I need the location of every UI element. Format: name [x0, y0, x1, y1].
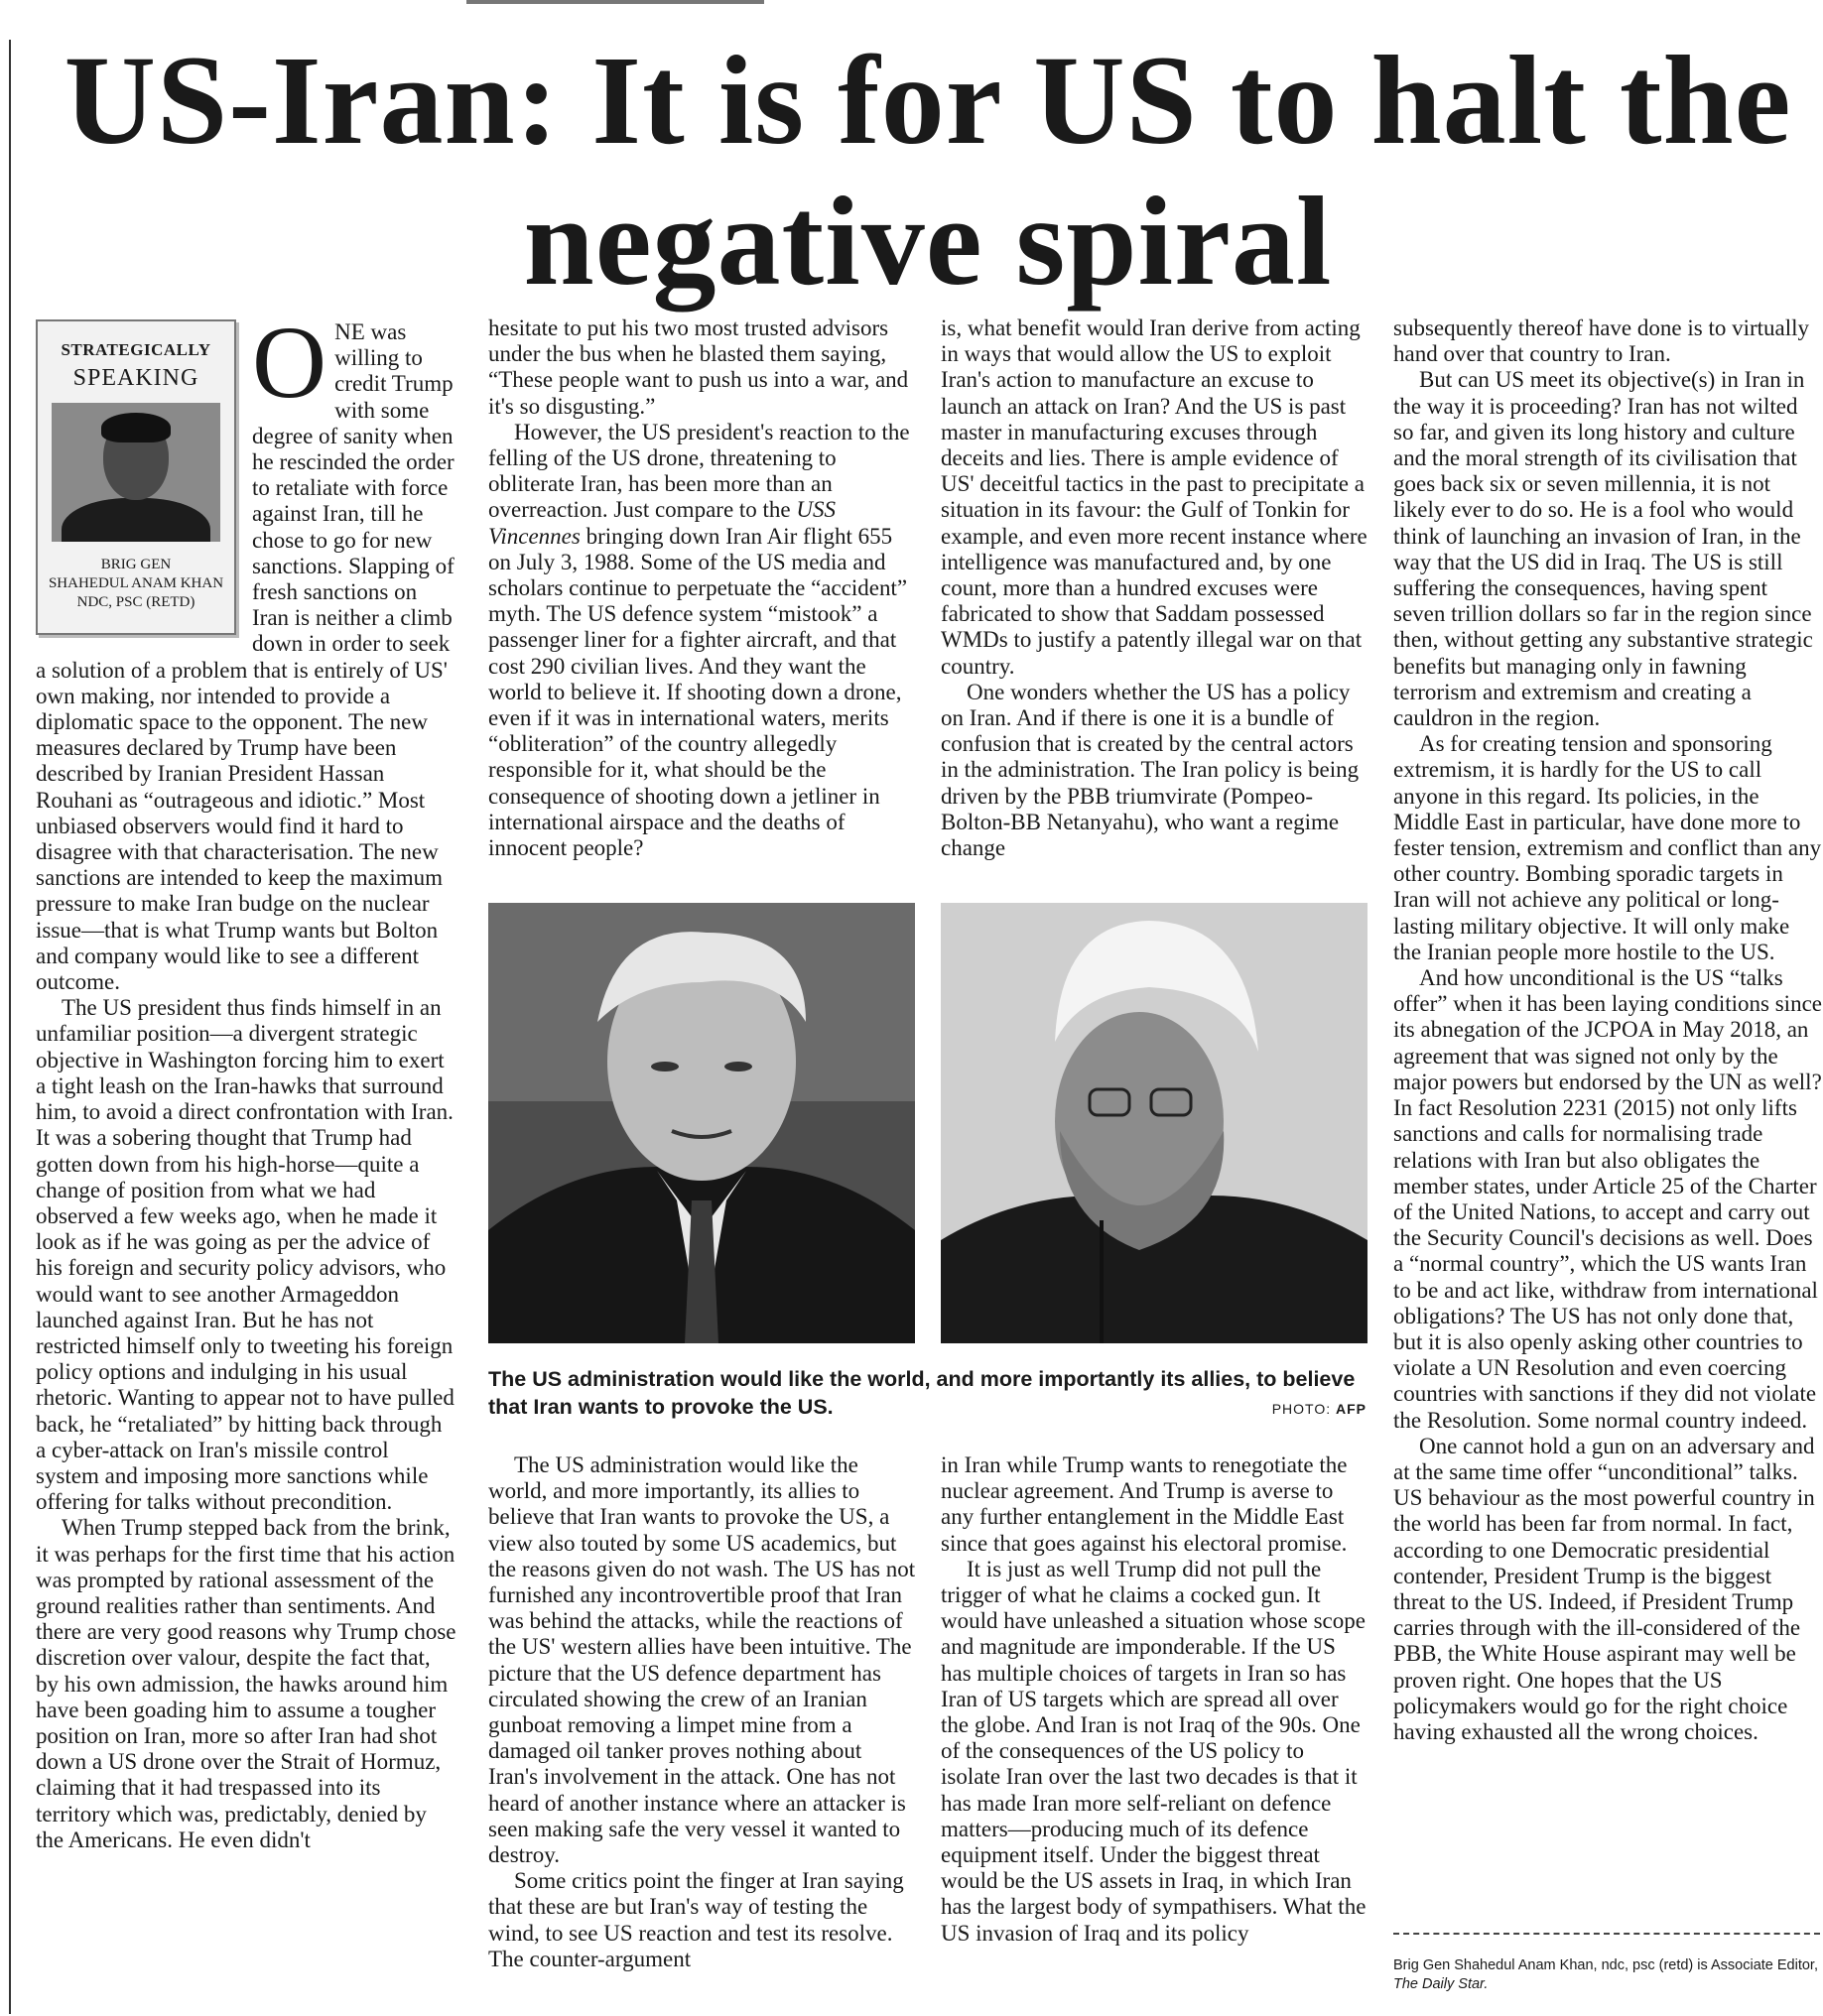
article-paragraph: subsequently thereof have done is to virtually hand over that country to Iran. — [1393, 315, 1810, 367]
article-paragraph: But can US meet its objective(s) in Iran in the way it is proceeding? Iran has not wilted so far, and given its long history and culture and the moral strength of its civilisation that goes back six or seven millennia, it is not likely ever to do so. He is a fool who would think of launching an invasion of Iran, in the way that the US did in Iraq. The US is still suffering the consequences, having spent seven trillion dollars so far in the region since then, without getting any substantive strategic benefits but managing only in fawning terrorism and extremism and creating a cauldron in the region. — [1393, 367, 1813, 731]
column-2-top — [488, 315, 917, 861]
drop-cap: O — [252, 306, 327, 420]
article-paragraph: ONE was willing to credit Trump with some degree of sanity when he rescinded the order to retaliate with force against Iran, till he chose to go for new sanctions. Slapping of fresh sanctions on Iran is neither a climb down in order to seek a solution of a problem that is entirely of US' own making, nor intended to provide a diplomatic space to the opponent. The new measures declared by Trump have been described by Iranian President Hassan Rouhani as “outrageous and idiotic.” Most unbiased observers would find it hard to disagree with that characterisation. The new sanctions are intended to keep the maximum pressure to make Iran budge on the nuclear issue—that is what Trump wants but Bolton and company would like to see a different outcome. — [36, 306, 455, 995]
column-logo-box — [36, 319, 236, 635]
article-paragraph: Some critics point the finger at Iran saying that these are but Iran's way of testing the wind, to see US reaction and test its resolve. The counter-argument — [488, 1868, 904, 1971]
article-paragraph: One cannot hold a gun on an adversary and at the same time offer “unconditional” talks. US behaviour as the most powerful country in the world has been far from normal. In fact, according to one Democratic presidential contender, President Trump is the biggest threat to the US. Indeed, if President Trump carries through with the ill-considered of the PBB, the White House aspirant may well be proven right. One hopes that the US policymakers would go for the right choice having exhausted all the wrong choices. — [1393, 1433, 1815, 1744]
ship-name: USS Vincennes — [488, 497, 837, 549]
article-paragraph: is, what benefit would Iran derive from acting in ways that would allow the US to exploit Iran's action to manufacture an excuse to launch an attack on Iran? And the US is past master in manufacturing excuses through deceits and lies. There is ample evidence of US' deceitful tactics in the past to precipitate a situation in its favour: the Gulf of Tonkin for example, and even more recent instance where intelligence was manufactured and, by one count, more than a hundred excuses were fabricated to show that Saddam possessed WMDs to justify a patently illegal war on that country. — [941, 315, 1367, 679]
byline-credentials: NDC, PSC (RETD) — [76, 594, 195, 611]
page-top-mark — [466, 0, 764, 4]
publication-name: The Daily Star. — [1393, 1976, 1489, 1992]
rouhani-photo-icon — [941, 903, 1367, 1343]
article-paragraph: in Iran while Trump wants to renegotiate the nuclear agreement. And Trump is averse to any further entanglement in the Middle East since that goes against his electoral promise. — [941, 1452, 1348, 1556]
article-paragraph: It is just as well Trump did not pull the trigger of what he claims a cocked gun. It would have unleashed a situation whose scope and magnitude are imponderable. If the US has multiple choices of targets in Iran so has Iran of US targets which are spread all over the globe. And Iran is not Iraq of the 90s. One of the consequences of the US policy to isolate Iran over the last two decades is that it has made Iran more self-reliant on defence matters—producing much of its defence equipment itself. Under the biggest threat would be the US assets in Iraq, in which Iran has the largest body of sympathisers. What the US invasion of Iraq and its policy — [941, 1556, 1367, 1946]
article-paragraph: However, the US president's reaction to the felling of the US drone, threatening to obliterate Iran, has been more than an overreaction. Just compare to the USS Vincennes bringing down Iran Air flight 655 on July 3, 1988. Some of the US media and scholars continue to perpetuate the “accident” myth. The US defence system “mistook” a passenger liner for a fighter aircraft, and that cost 290 civilian lives. And they want the world to believe it. If shooting down a drone, even if it was in international waters, merits “obliteration” of the country allegedly responsible for it, what should be the consequence of shooting down a jetliner in international airspace and the deaths of innocent people? — [488, 419, 910, 861]
photo-credit: PHOTO: AFP — [1271, 1401, 1367, 1417]
column-2-bottom — [488, 1452, 917, 1972]
column-3-bottom — [941, 1452, 1367, 1947]
photo-caption: The US administration would like the world, and more importantly its allies, to believe that Iran wants to provoke the US. — [488, 1367, 1356, 1419]
column-byline — [38, 556, 234, 612]
headline: US-Iran: It is for US to halt the negative spiral — [64, 30, 1792, 312]
article-paragraph: And how unconditional is the US “talks offer” when it has been laying conditions since its abnegation of the JCPOA in May 2018, an agreement that was signed not only by the major powers but endorsed by the UN as well? In fact Resolution 2231 (2015) not only lifts sanctions and calls for normalising trade relations with Iran but also obligates the member states, under Article 25 of the Charter of the United Nations, to accept and carry out the Security Council's decisions as well. Does a “normal country”, which the US wants Iran to be and act like, withdraw from international obligations? The US has not only done that, but it is also openly asking other countries to violate a UN Resolution and even coercing countries with sanctions if they did not violate the Resolution. Some normal country indeed. — [1393, 965, 1822, 1433]
column-1 — [36, 306, 456, 2011]
author-portrait-icon — [52, 403, 220, 542]
column-label: SPEAKING — [72, 365, 199, 392]
trump-photo-icon — [488, 903, 915, 1343]
author-footnote: Brig Gen Shahedul Anam Khan, ndc, psc (retd) is Associate Editor, The Daily Star. — [1393, 1957, 1818, 1992]
article-paragraph: As for creating tension and sponsoring extremism, it is hardly for the US to call anyone in this regard. Its policies, in the Middle East in particular, have done more to fester tension, extremism and conflict than any other country. Bombing sporadic targets in Iran will not achieve any political or long-lasting military objective. It will only make the Iranian people more hostile to the US. — [1393, 731, 1822, 964]
column-kicker: STRATEGICALLY — [61, 340, 211, 359]
column-3-top — [941, 315, 1367, 861]
article-paragraph: hesitate to put his two most trusted advisors under the bus when he blasted them saying, “These people want to push us into a war, and it's so disgusting.” — [488, 315, 909, 419]
byline-rank: BRIG GEN — [100, 557, 172, 573]
left-column-rule — [9, 40, 11, 2014]
byline-name: SHAHEDUL ANAM KHAN — [48, 575, 224, 592]
end-divider — [1393, 1933, 1820, 1935]
article-paragraph: The US president thus finds himself in an unfamiliar position—a divergent strategic objective in Washington forcing him to exert a tight leash on the Iran-hawks that surround him, to avoid a direct confrontation with Iran. It was a sobering thought that Trump had gotten down from his high-horse—quite a change of position from what we had observed a few weeks ago, when he made it look as if he was going as per the advice of his foreign and security policy advisors, who would want to see another Armageddon launched against Iran. But he has not restricted himself only to tweeting his foreign policy options and indulging in his usual rhetoric. Wanting to appear not to have pulled back, he “retaliated” by hitting back through a cyber-attack on Iran's missile control system and imposing more sanctions while offering for talks without precondition. — [36, 995, 455, 1515]
article-paragraph: The US administration would like the world, and more importantly, its allies to believe that Iran wants to provoke the US, a view also touted by some US academics, but the reasons given do not wash. The US has not furnished any incontrovertible proof that Iran was behind the attacks, while the reactions of the US' western allies have been intuitive. The picture that the US defence department has circulated showing the crew of an Iranian gunboat removing a limpet mine from a damaged oil tanker proves nothing about Iran's involvement in the attack. One has not heard of another instance where an attacker is seen making safe the very vessel it wanted to destroy. — [488, 1452, 916, 1868]
article-paragraph: When Trump stepped back from the brink, it was perhaps for the first time that his action was prompted by rational assessment of the ground realities rather than sentiments. And there are very good reasons why Trump chose discretion over valour, despite the fact that, by his own admission, the hawks around him have been goading him to assume a tougher position on Iran, more so after Iran had shot down a US drone over the Strait of Hormuz, claiming that it had trespassed into its territory which was, predictably, denied by the Americans. He even didn't — [36, 1515, 456, 1852]
article-paragraph: One wonders whether the US has a policy on Iran. And if there is one it is a bundle of confusion that is created by the central actors in the administration. The Iran policy is being driven by the PBB triumvirate (Pompeo-Bolton-BB Netanyahu), who want a regime change — [941, 679, 1360, 861]
column-4 — [1393, 315, 1822, 1745]
